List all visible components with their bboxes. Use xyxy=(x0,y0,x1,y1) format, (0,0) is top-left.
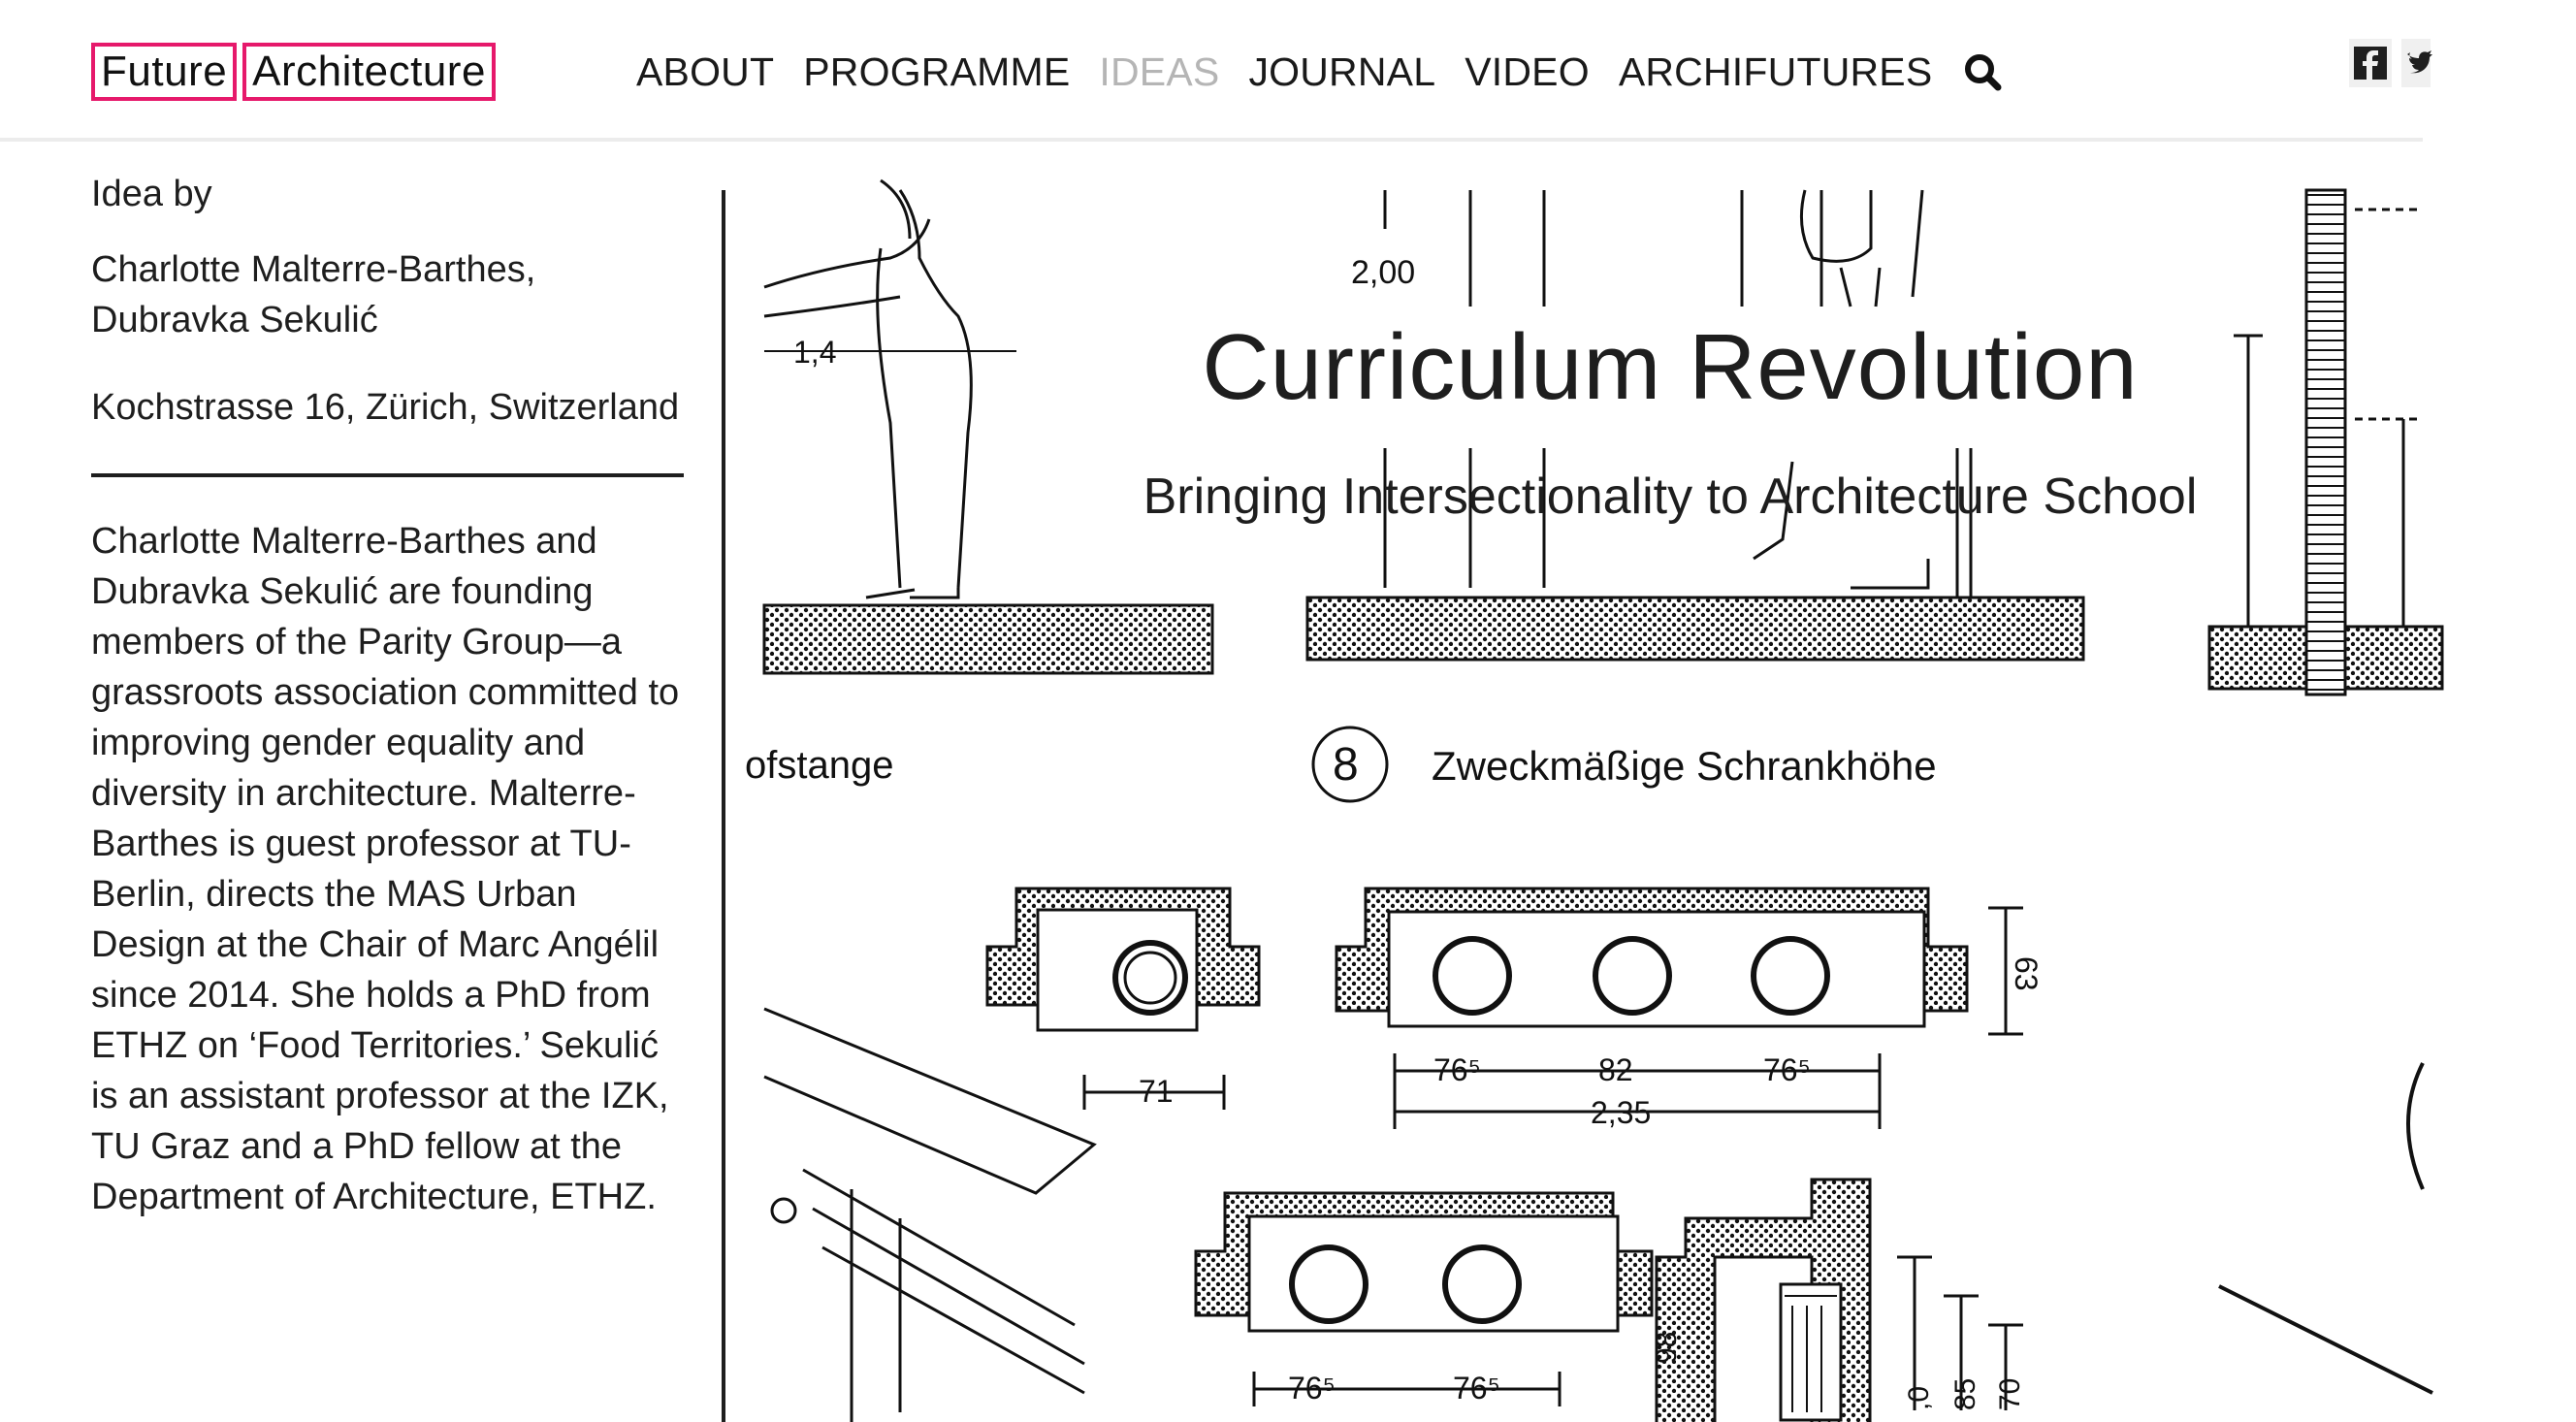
idea-by-label: Idea by xyxy=(91,174,212,214)
dim-200: 2,00 xyxy=(1351,254,1416,291)
dim-71: 71 xyxy=(1139,1074,1174,1109)
right-wall xyxy=(2306,190,2345,695)
label-stange: ofstange xyxy=(745,744,894,787)
hero-image xyxy=(745,190,2423,1410)
facebook-icon[interactable] xyxy=(2349,39,2392,87)
site-logo[interactable] xyxy=(91,43,496,101)
main-nav xyxy=(636,43,1961,101)
idea-authors[interactable]: Charlotte Malterre-Barthes, Dubravka Sekulić xyxy=(91,249,536,340)
dim-85: 85 xyxy=(1949,1377,1981,1410)
dim-63: 63 xyxy=(2009,956,2044,991)
dim-70: 70 xyxy=(1994,1377,2026,1410)
cabinet-double xyxy=(1196,1193,1652,1331)
dim-765c: 76⁵ xyxy=(1288,1371,1336,1406)
twitter-icon[interactable] xyxy=(2401,39,2431,87)
dim-765d: 76⁵ xyxy=(1453,1371,1500,1406)
logo-future[interactable]: Future xyxy=(91,43,237,101)
figure-caption: Zweckmäßige Schrankhöhe xyxy=(1432,743,1937,789)
nav-archifutures[interactable]: ARCHIFUTURES xyxy=(1618,48,1933,94)
dim-235: 2,35 xyxy=(1591,1095,1652,1130)
nav-journal[interactable]: JOURNAL xyxy=(1248,48,1436,94)
nav-programme[interactable]: PROGRAMME xyxy=(803,48,1071,94)
idea-sidebar xyxy=(91,169,692,1222)
column-divider xyxy=(722,190,725,1422)
dim-82: 82 xyxy=(1598,1052,1633,1087)
far-right-lines xyxy=(2219,1063,2432,1393)
sidebar-divider xyxy=(91,473,684,477)
site-header xyxy=(0,0,2423,142)
cabinet-bin xyxy=(1657,1180,1870,1422)
floor-slab-2 xyxy=(1307,598,2083,660)
cabinet-triple xyxy=(1336,889,1967,1026)
nav-ideas[interactable]: IDEAS xyxy=(1099,48,1220,94)
logo-architecture[interactable]: Architecture xyxy=(242,43,496,101)
nav-about[interactable]: ABOUT xyxy=(636,48,775,94)
diagonal-cabinet xyxy=(764,1009,1094,1422)
dim-98: 98 xyxy=(1651,1331,1683,1364)
author-bio: Charlotte Malterre-Barthes and Dubravka Sekulić are founding members of the Parity Group—a grassroots association committed to improving gender equality and diversity in architecture. Malterre-Barthes is guest professor at TU-Berlin, directs the MAS Urban Design at the Chair of Marc Angélil since 2014. She holds a PhD from ETHZ on ‘Food Territories.’ Sekulić is an assistant professor at the IZK, TU Graz and a PhD fellow at the Department of Architecture, ETHZ. xyxy=(91,521,680,1217)
floor-slab-1 xyxy=(764,605,1212,673)
figure-number: 8 xyxy=(1333,739,1359,791)
dim-765a: 76⁵ xyxy=(1433,1052,1481,1087)
idea-subtitle: Bringing Intersectionality to Architecture School xyxy=(1143,469,2198,525)
idea-address: Kochstrasse 16, Zürich, Switzerland xyxy=(91,387,680,428)
cabinet-single xyxy=(987,889,1259,1030)
dim-0: ,0 xyxy=(1903,1385,1935,1410)
dim-765b: 76⁵ xyxy=(1763,1052,1811,1087)
idea-title: Curriculum Revolution xyxy=(1202,315,2139,419)
search-icon[interactable] xyxy=(1959,48,2008,97)
dim-14: 1,4 xyxy=(793,335,837,370)
nav-video[interactable]: VIDEO xyxy=(1465,48,1590,94)
